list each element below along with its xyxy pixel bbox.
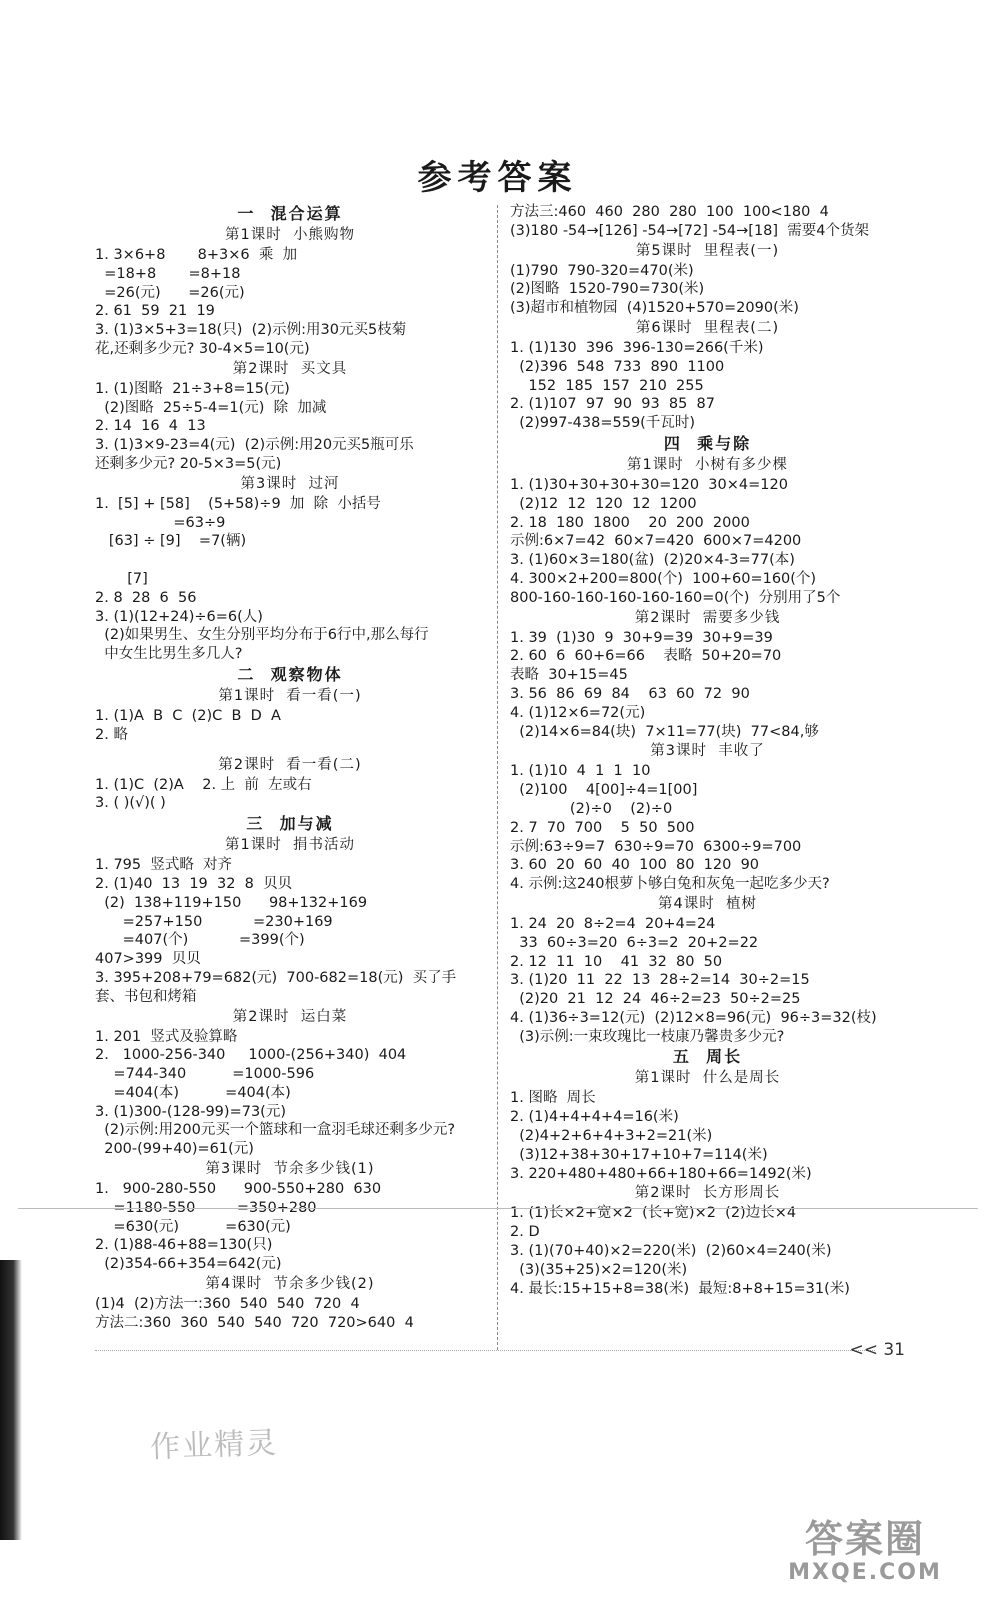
answer-line: 2. 7 70 700 5 50 500 (510, 819, 695, 836)
lesson-heading: 第1课时 捐书活动 (225, 837, 355, 854)
answer-line: 1. 图略 周长 (510, 1090, 596, 1107)
lesson-heading: 第4课时 植树 (658, 895, 757, 912)
page-number-value: 31 (883, 1340, 905, 1360)
answer-line: 3. 220+480+480+66+180+66=1492(米) (510, 1165, 812, 1182)
scan-artifact-line (18, 1208, 978, 1209)
answer-line: =63÷9 (95, 514, 226, 531)
unit-heading: 一 混合运算 (237, 204, 343, 223)
answer-line: 3. (1)(70+40)×2=220(米) (2)60×4=240(米) (510, 1243, 832, 1260)
answer-line: 2. 8 28 6 56 (95, 589, 197, 606)
answer-line: 中女生比男生多几人? (95, 646, 243, 663)
column-divider (497, 205, 498, 1350)
answer-line: (1)4 (2)方法一:360 540 540 720 4 (95, 1296, 360, 1313)
answer-line: 3. 395+208+79=682(元) 700-682=18(元) 买了手 (95, 969, 457, 986)
answer-line: 花,还剩多少元? 30-4×5=10(元) (95, 340, 310, 357)
spacer (95, 745, 485, 755)
answer-line: 3. (1)(12+24)÷6=6(人) (95, 608, 263, 625)
answer-line: 3. ( )(√)( ) (95, 795, 166, 812)
answer-line: (2)12 12 120 12 1200 (510, 495, 697, 512)
answer-line: 2. (1)107 97 90 93 85 87 (510, 396, 716, 413)
answer-line: 4. 最长:15+15+8=38(米) 最短:8+8+15=31(米) (510, 1280, 850, 1297)
answer-line: 方法二:360 360 540 540 720 720>640 4 (95, 1314, 414, 1331)
answer-line: 3. (1)60×3=180(盆) (2)20×4-3=77(本) (510, 552, 795, 569)
lesson-heading: 第1课时 看一看(一) (218, 687, 362, 704)
answer-line: 407>399 贝贝 (95, 951, 201, 968)
answer-line: 1. [5] + [58] (5+58)÷9 加 除 小括号 (95, 495, 381, 512)
answer-line: 1. 795 竖式略 对齐 (95, 857, 233, 874)
answer-line: (3)12+38+30+17+10+7=114(米) (510, 1146, 768, 1163)
answer-line: 1. 24 20 8÷2=4 20+4=24 (510, 915, 716, 932)
answer-line: 1. 900-280-550 900-550+280 630 (95, 1181, 382, 1198)
lesson-heading: 第2课时 长方形周长 (634, 1185, 781, 1202)
answer-line: 2. 12 11 10 41 32 80 50 (510, 953, 723, 970)
answer-line: 33 60÷3=20 6÷3=2 20+2=22 (510, 934, 759, 951)
answer-line: 1. (1)长×2+宽×2 (长+宽)×2 (2)边长×4 (510, 1205, 797, 1222)
answer-line: =1180-550 =350+280 (95, 1199, 317, 1216)
unit-heading: 二 观察物体 (237, 664, 343, 684)
answer-line: (2)÷0 (2)÷0 (510, 800, 673, 817)
answer-line: 3. (1)3×5+3=18(只) (2)示例:用30元买5枝菊 (95, 322, 407, 339)
answer-line: 1. (1)图略 21÷3+8=15(元) (95, 380, 290, 397)
answer-line: 1. 201 竖式及验算略 (95, 1028, 238, 1045)
answer-line: (2)997-438=559(千瓦时) (510, 415, 695, 432)
answer-line: 3. (1)3×9-23=4(元) (2)示例:用20元买5瓶可乐 (95, 437, 414, 454)
unit-heading: 四 乘与除 (663, 433, 752, 453)
lesson-heading: 第5课时 里程表(一) (635, 242, 780, 259)
left-answer-column (95, 203, 485, 1333)
lesson-heading: 第2课时 运白菜 (232, 1008, 348, 1025)
answer-line: (3)(35+25)×2=120(米) (510, 1261, 688, 1278)
answer-line: =407(个) =399(个) (95, 932, 305, 949)
answer-line: 2. (1)88-46+88=130(只) (95, 1237, 273, 1254)
answer-line: 3. (1)20 11 22 13 28÷2=14 30÷2=15 (510, 972, 810, 989)
page-number-mark: << (849, 1340, 878, 1360)
answer-line: (2)14×6=84(块) 7×11=77(块) 77<84,够 (510, 723, 819, 740)
right-answer-column (510, 203, 905, 1298)
answer-line: (2)396 548 733 890 1100 (510, 358, 725, 375)
answer-line: 3. 60 20 60 40 100 80 120 90 (510, 857, 760, 874)
answer-line: =257+150 =230+169 (95, 913, 333, 930)
answer-line: [7] (95, 570, 148, 587)
answer-line: 1. (1)C (2)A 2. 上 前 左或右 (95, 776, 312, 793)
answer-line: 4. (1)36÷3=12(元) (2)12×8=96(元) 96÷3=32(枝) (510, 1009, 877, 1026)
answer-line: =630(元) =630(元) (95, 1218, 291, 1235)
answer-line: 2. 14 16 4 13 (95, 418, 206, 435)
lesson-heading: 第3课时 节余多少钱(1) (205, 1161, 375, 1178)
watermark-logo-text: 答案圈 (804, 1517, 925, 1561)
lesson-heading: 第6课时 里程表(二) (635, 319, 780, 336)
answer-line: (2)如果男生、女生分别平均分布于6行中,那么每行 (95, 627, 429, 644)
answer-line: 2. 1000-256-340 1000-(256+340) 404 (95, 1047, 407, 1064)
answer-line: 1. (1)30+30+30+30=120 30×4=120 (510, 476, 788, 493)
answer-line: (2)20 21 12 24 46÷2=23 50÷2=25 (510, 991, 801, 1008)
answer-line: 示例:63÷9=7 630÷9=70 6300÷9=700 (510, 838, 802, 855)
lesson-heading: 第3课时 丰收了 (650, 743, 765, 760)
answer-line: (2)示例:用200元买一个篮球和一盒羽毛球还剩多少元? (95, 1122, 456, 1139)
answer-line: =404(本) =404(本) (95, 1084, 291, 1101)
answer-line: 2. 60 6 60+6=66 表略 50+20=70 (510, 648, 782, 665)
answer-line: 152 185 157 210 255 (510, 377, 704, 394)
answer-line: 4. (1)12×6=72(元) (510, 704, 646, 721)
lesson-heading: 第4课时 节余多少钱(2) (205, 1276, 375, 1293)
answer-line: =26(元) =26(元) (95, 284, 245, 301)
scan-shadow-edge (0, 1260, 22, 1540)
answer-line: 4. 300×2+200=800(个) 100+60=160(个) (510, 570, 817, 587)
answer-line (95, 551, 485, 570)
answer-line: (2)图略 25÷5-4=1(元) 除 加减 (95, 399, 327, 416)
answer-line: 3. (1)300-(128-99)=73(元) (95, 1103, 286, 1120)
watermark-url: MXQE.COM (788, 1560, 942, 1585)
answer-line: (2)4+2+6+4+3+2=21(米) (510, 1128, 713, 1145)
answer-line: 1. (1)10 4 1 1 10 (510, 763, 651, 780)
answer-line: 2. (1)40 13 19 32 8 贝贝 (95, 875, 293, 892)
answer-line: 3. 56 86 69 84 63 60 72 90 (510, 685, 750, 702)
answer-line: 1. 39 (1)30 9 30+9=39 30+9=39 (510, 629, 773, 646)
answer-line: 套、书包和烤箱 (95, 988, 197, 1005)
lesson-heading: 第2课时 看一看(二) (218, 756, 362, 773)
answer-line: 还剩多少元? 20-5×3=5(元) (95, 455, 282, 472)
answer-line: 示例:6×7=42 60×7=420 600×7=4200 (510, 533, 802, 550)
answer-line: (3)示例:一束玫瑰比一枝康乃馨贵多少元? (510, 1028, 785, 1045)
answer-line: 表略 30+15=45 (510, 667, 628, 684)
unit-heading: 五 周长 (672, 1047, 743, 1067)
answer-line: 方法三:460 460 280 280 100 100<180 4 (510, 204, 829, 220)
lesson-heading: 第1课时 小树有多少棵 (627, 456, 788, 473)
answer-line: (2)图略 1520-790=730(米) (510, 281, 705, 298)
footer-divider (95, 1350, 875, 1351)
answer-line: 2. (1)4+4+4+4=16(米) (510, 1109, 679, 1126)
answer-line: 2. D (510, 1224, 540, 1241)
page-title: 参考答案 (417, 158, 578, 198)
answer-line: 200-(99+40)=61(元) (95, 1141, 254, 1158)
lesson-heading: 第2课时 买文具 (232, 360, 348, 377)
unit-heading: 三 加与减 (246, 814, 334, 834)
answer-line: 2. 18 180 1800 20 200 2000 (510, 514, 750, 531)
answer-line: 800-160-160-160-160-160=0(个) 分别用了5个 (510, 589, 841, 606)
answer-line: (2)100 4[00]÷4=1[00] (510, 782, 698, 799)
answer-line: 2. 61 59 21 19 (95, 303, 215, 320)
lesson-heading: 第3课时 过河 (240, 475, 340, 492)
answer-line: =18+8 =8+18 (95, 265, 241, 282)
answer-line: 2. 略 (95, 726, 128, 743)
answer-line: (3)180 -54→[126] -54→[72] -54→[18] 需要4个货架 (510, 222, 870, 239)
answer-line: 1. (1)A B C (2)C B D A (95, 707, 281, 724)
answer-line: (2) 138+119+150 98+132+169 (95, 894, 368, 911)
answer-line: (1)790 790-320=470(米) (510, 262, 694, 279)
faded-stamp: 作业精灵 (149, 1425, 279, 1466)
answer-line: (2)354-66+354=642(元) (95, 1256, 282, 1273)
page-number (849, 1340, 905, 1360)
answer-line: (3)超市和植物园 (4)1520+570=2090(米) (510, 300, 799, 317)
answer-line: =744-340 =1000-596 (95, 1066, 315, 1083)
answer-line: [63] ÷ [9] =7(辆) (95, 533, 247, 550)
lesson-heading: 第2课时 需要多少钱 (634, 609, 781, 626)
site-watermark (760, 1518, 970, 1585)
answer-line: 1. 3×6+8 8+3×6 乘 加 (95, 247, 298, 263)
lesson-heading: 第1课时 什么是周长 (634, 1070, 781, 1087)
answer-line: 4. 示例:这240根萝卜够白兔和灰兔一起吃多少天? (510, 876, 830, 893)
answer-line: 1. (1)130 396 396-130=266(千米) (510, 339, 764, 356)
lesson-heading: 第1课时 小熊购物 (225, 227, 355, 243)
